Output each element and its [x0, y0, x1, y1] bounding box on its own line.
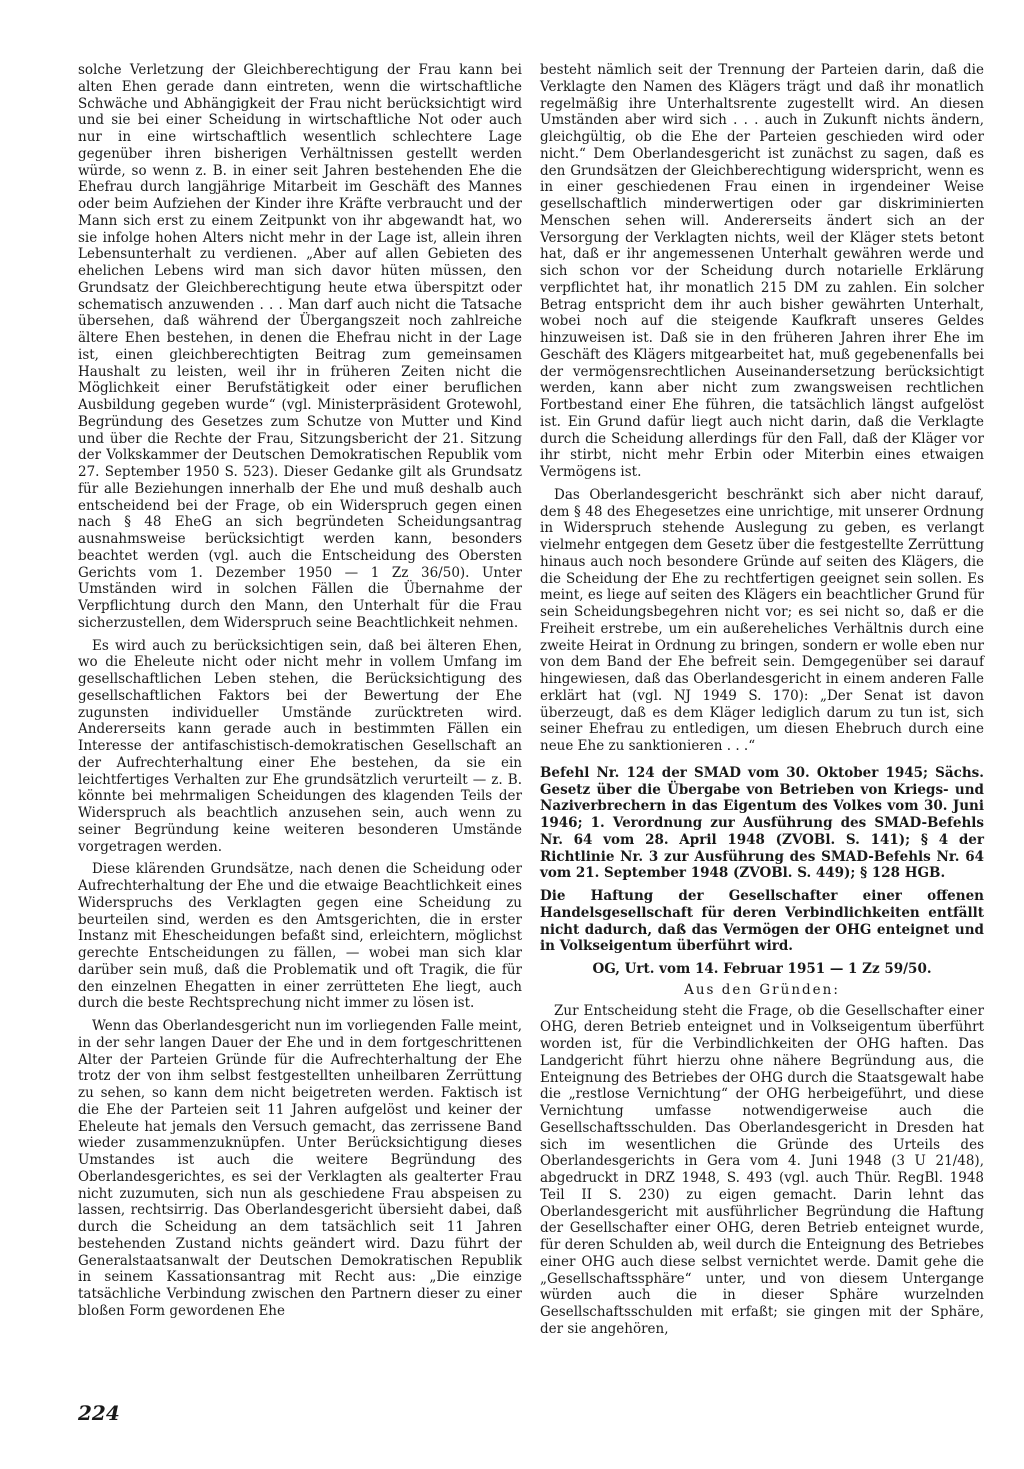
- body-paragraph: Es wird auch zu berücksichtigen sein, daß bei älteren Ehen, wo die Eheleute nicht oder nicht mehr in vollem Umfang im gesellschaftlichen Leben stehen, die Berücksichtigung des gesellschaftlichen Faktors bei der Bewertung der Ehe zugunsten individueller Umstände zurücktreten wird. Andererseits kann gerade auch in bestimmten Fällen ein Interesse der antifaschistisch-demokratischen Gesellschaft an der Aufrechterhaltung einer Ehe bestehen, da sie ein leichtfertiges Verhalten zur Ehe grundsätzlich verurteilt — z. B. könnte bei mehrmaligen Scheidungen des klagenden Teils der Widerspruch als beachtlich anzusehen sein, auch wenn zu seiner Begründung keine weiteren besonderen Umstände vorgetragen werden.: [78, 637, 522, 855]
- body-paragraph: besteht nämlich seit der Trennung der Parteien darin, daß die Verklagte den Namen des Klägers trägt und daß ihr monatlich regelmäßig ihre Unterhaltsrente zugestellt wird. An diesen Umständen aber wird sich . . . auch in Zukunft nichts ändern, gleichgültig, ob die Ehe der Parteien geschieden wird oder nicht.“ Dem Oberlandesgericht ist zunächst zu sagen, daß es den Grundsätzen der Gleichberechtigung widerspricht, wenn es in einer geschiedenen Frau einen in irgendeiner Weise gesellschaftlich minderwertigen oder gar diskriminierten Menschen sehen will. Andererseits ändert sich an der Versorgung der Verklagten nichts, weil der Kläger stets betont hat, daß er ihr angemessenen Unterhalt gewähren werde und sich schon vor der Scheidung durch notarielle Erklärung verpflichtet hat, ihr monatlich 215 DM zu zahlen. Ein solcher Betrag entspricht dem ihr auch bisher gewährten Unterhalt, wobei noch auf die steigende Kaufkraft unseres Geldes hinzuweisen ist. Daß sie in den früheren Jahren ihrer Ehe im Geschäft des Klägers mitgearbeitet hat, muß gegebenenfalls bei der vermögensrechtlichen Auseinandersetzung berücksichtigt werden, kann aber nicht zum zwangsweisen rechtlichen Fortbestand einer Ehe führen, die tatsächlich längst aufgelöst ist. Ein Grund dafür liegt auch nicht darin, daß die Verklagte durch die Scheidung allerdings für den Fall, daß der Kläger vor ihr stirbt, nicht mehr Erbin oder Miterbin eines etwaigen Vermögens ist.: [540, 62, 984, 480]
- body-paragraph: Wenn das Oberlandesgericht nun im vorliegenden Falle meint, in der sehr langen Dauer der Ehe und in dem fortgeschrittenen Alter der Parteien Gründe für die Aufrechterhaltung der Ehe trotz der von ihm selbst festgestellten unheilbaren Zerrüttung zu sehen, so kann dem nicht beigetreten werden. Faktisch ist die Ehe der Parteien seit 11 Jahren aufgelöst und keiner der Eheleute hat jemals den Versuch gemacht, das zerrissene Band wieder zusammenzuknüpfen. Unter Berücksichtigung dieses Umstandes ist auch die weitere Begründung des Oberlandesgerichtes, es sei der Verklagten als gealterter Frau nicht zuzumuten, sich nun als geschiedene Frau abspeisen zu lassen, rechtsirrig. Das Oberlandesgericht übersieht dabei, daß durch die Scheidung an dem tatsächlich seit 11 Jahren bestehenden Zustand nichts geändert wird. Dazu führt der Generalstaatsanwalt der Deutschen Demokratischen Republik in seinem Kassationsantrag mit Recht aus: „Die einzige tatsächliche Verbindung zwischen den Partnern dieser zu einer bloßen Form gewordenen Ehe: [78, 1018, 522, 1319]
- court-citation: OG, Urt. vom 14. Februar 1951 — 1 Zz 59/50.: [592, 961, 932, 977]
- page-number: 224: [78, 1401, 120, 1425]
- body-paragraph: solche Verletzung der Gleichberechtigung der Frau kann bei alten Ehen gerade dann eintreten, wenn die wirtschaftliche Schwäche und Abhängigkeit der Frau nicht berücksichtigt wird und sie bei einer Scheidung in wirtschaftliche Not oder auch nur in eine wirtschaftlich wesentlich schlechtere Lage gegenüber ihren bisherigen Verhältnissen gestellt werden würde, so wenn z. B. in einer seit Jahren bestehenden Ehe die Ehefrau durch langjährige Mitarbeit im Geschäft des Mannes oder beim Aufziehen der Kinder ihre Kräfte verbraucht und der Mann sich erst zu einem Zeitpunkt von ihr abgewandt hat, wo sie infolge hohen Alters nicht mehr in der Lage ist, allein ihren Lebensunterhalt zu verdienen. „Aber auf allen Gebieten des ehelichen Lebens wird man sich davor hüten müssen, den Grundsatz der Gleichberechtigung heute etwa überspitzt oder schematisch anzuwenden . . . Man darf auch nicht die Tatsache übersehen, daß während der Übergangszeit noch zahlreiche ältere Ehen bestehen, in denen die Ehefrau nicht in der Lage ist, einen gleichberechtigten Beitrag zum gemeinsamen Haushalt zu leisten, weil ihr in früheren Zeiten nicht die Möglichkeit einer Berufstätigkeit oder einer beruflichen Ausbildung gegeben wurde“ (vgl. Ministerpräsident Grotewohl, Begründung des Gesetzes zum Schutze von Mutter und Kind und über die Rechte der Frau, Sitzungsbericht der 21. Sitzung der Volkskammer der Deutschen Demokratischen Republik vom 27. September 1950 S. 523). Dieser Gedanke gilt als Grundsatz für alle Beziehungen innerhalb der Ehe und muß deshalb auch entscheidend bei der Frage, ob ein Widerspruch gegen einen nach § 48 EheG an sich begründeten Scheidungsantrag ausnahmsweise berücksichtigt werden kann, besonders beachtet werden (vgl. auch die Entscheidung des Obersten Gerichts vom 1. Dezember 1950 — 1 Zz 36/50). Unter Umständen wird in solchen Fällen die Übernahme der Verpflichtung durch den Mann, den Unterhalt für die Frau sicherzustellen, dem Widerspruch seine Beachtlichkeit nehmen.: [78, 62, 522, 631]
- body-paragraph: Das Oberlandesgericht beschränkt sich aber nicht darauf, dem § 48 des Ehegesetzes eine unrichtige, mit unserer Ordnung in Widerspruch stehende Auslegung zu geben, es verlangt vielmehr entgegen dem Gesetz über die festgestellte Zerrüttung hinaus auch noch besondere Gründe auf seiten des Klägers, die die Scheidung der Ehe zu rechtfertigen geeignet sein sollen. Es meint, es liege auf seiten des Klägers ein beachtlicher Grund für sein Scheidungsbegehren nicht vor; es sei nicht so, daß er die Freiheit erstrebe, um ein außereheliches Verhältnis durch eine zweite Heirat in Ordnung zu bringen, sondern er wolle eben nur von dem Band der Ehe befreit sein. Demgegenüber sei darauf hingewiesen, daß das Oberlandesgericht in einem anderen Falle erklärt hat (vgl. NJ 1949 S. 170): „Der Senat ist davon überzeugt, daß es dem Kläger lediglich darum zu tun ist, sich seiner Ehefrau zu entledigen, um diesen Ehebruch durch eine neue Ehe zu sanktionieren . . .“: [540, 486, 984, 754]
- headnote: Die Haftung der Gesellschafter einer offenen Handelsgesellschaft für deren Verbindlichkeiten entfällt nicht dadurch, daß das Vermögen der OHG enteignet und in Volkseigentum überführt wird.: [540, 888, 984, 955]
- reasons-label: Aus den Gründen:: [684, 981, 840, 998]
- body-paragraph: Zur Entscheidung steht die Frage, ob die Gesellschafter einer OHG, deren Betrieb enteignet und in Volkseigentum überführt worden ist, für die Verbindlichkeiten der OHG haften. Das Landgericht führt hierzu ohne nähere Begründung aus, die Enteignung des Betriebes der OHG durch die Staatsgewalt habe die „restlose Vernichtung“ der OHG herbeigeführt, und diese Vernichtung umfasse notwendigerweise auch die Gesellschaftsschulden. Das Oberlandesgericht in Dresden hat sich im wesentlichen die Gründe des Urteils des Oberlandesgerichts in Gera vom 4. Juni 1948 (3 U 21/48), abgedruckt in DRZ 1948, S. 493 (vgl. auch Thür. RegBl. 1948 Teil II S. 230) zu eigen gemacht. Darin lehnt das Oberlandesgericht mit ausführlicher Begründung die Haftung der Gesellschafter einer OHG, deren Betrieb enteignet wurde, für deren Schulden ab, weil durch die Enteignung des Betriebes einer OHG auch diese selbst vernichtet werde. Damit gehe die „Gesellschaftssphäre“ unter, und von diesem Untergange würden auch die in dieser Sphäre wurzelnden Gesellschaftsschulden mit erfaßt; sie gingen mit der Sphäre, der sie angehören,: [540, 1002, 984, 1337]
- document-page: [78, 62, 984, 1437]
- legal-reference: Befehl Nr. 124 der SMAD vom 30. Oktober 1945; Sächs. Gesetz über die Übergabe von Betrieben von Kriegs- und Naziverbrechern in das Eigentum des Volkes vom 30. Juni 1946; 1. Verordnung zur Ausführung des SMAD-Befehls Nr. 64 vom 28. April 1948 (ZVOBl. S. 141); § 4 der Richtlinie Nr. 3 zur Ausführung des SMAD-Befehls Nr. 64 vom 21. September 1948 (ZVOBl. S. 449); § 128 HGB.: [540, 764, 984, 882]
- right-column: [540, 62, 984, 1344]
- body-paragraph: Diese klärenden Grundsätze, nach denen die Scheidung oder Aufrechterhaltung der Ehe und die etwaige Beachtlichkeit eines Widerspruchs des Verklagten gegen eine Scheidung zu beurteilen sind, werden es den Amtsgerichten, die in erster Instanz mit Ehescheidungen befaßt sind, erleichtern, möglichst gerechte Entscheidungen zu fällen, — wobei man sich klar darüber sein muß, daß die Problematik und oft Tragik, die für den einzelnen Ehegatten in einer zerrütteten Ehe liegt, auch durch die beste Rechtsprechung nicht immer zu lösen ist.: [78, 861, 522, 1012]
- decision-header: [540, 765, 984, 978]
- left-column: [78, 62, 522, 1326]
